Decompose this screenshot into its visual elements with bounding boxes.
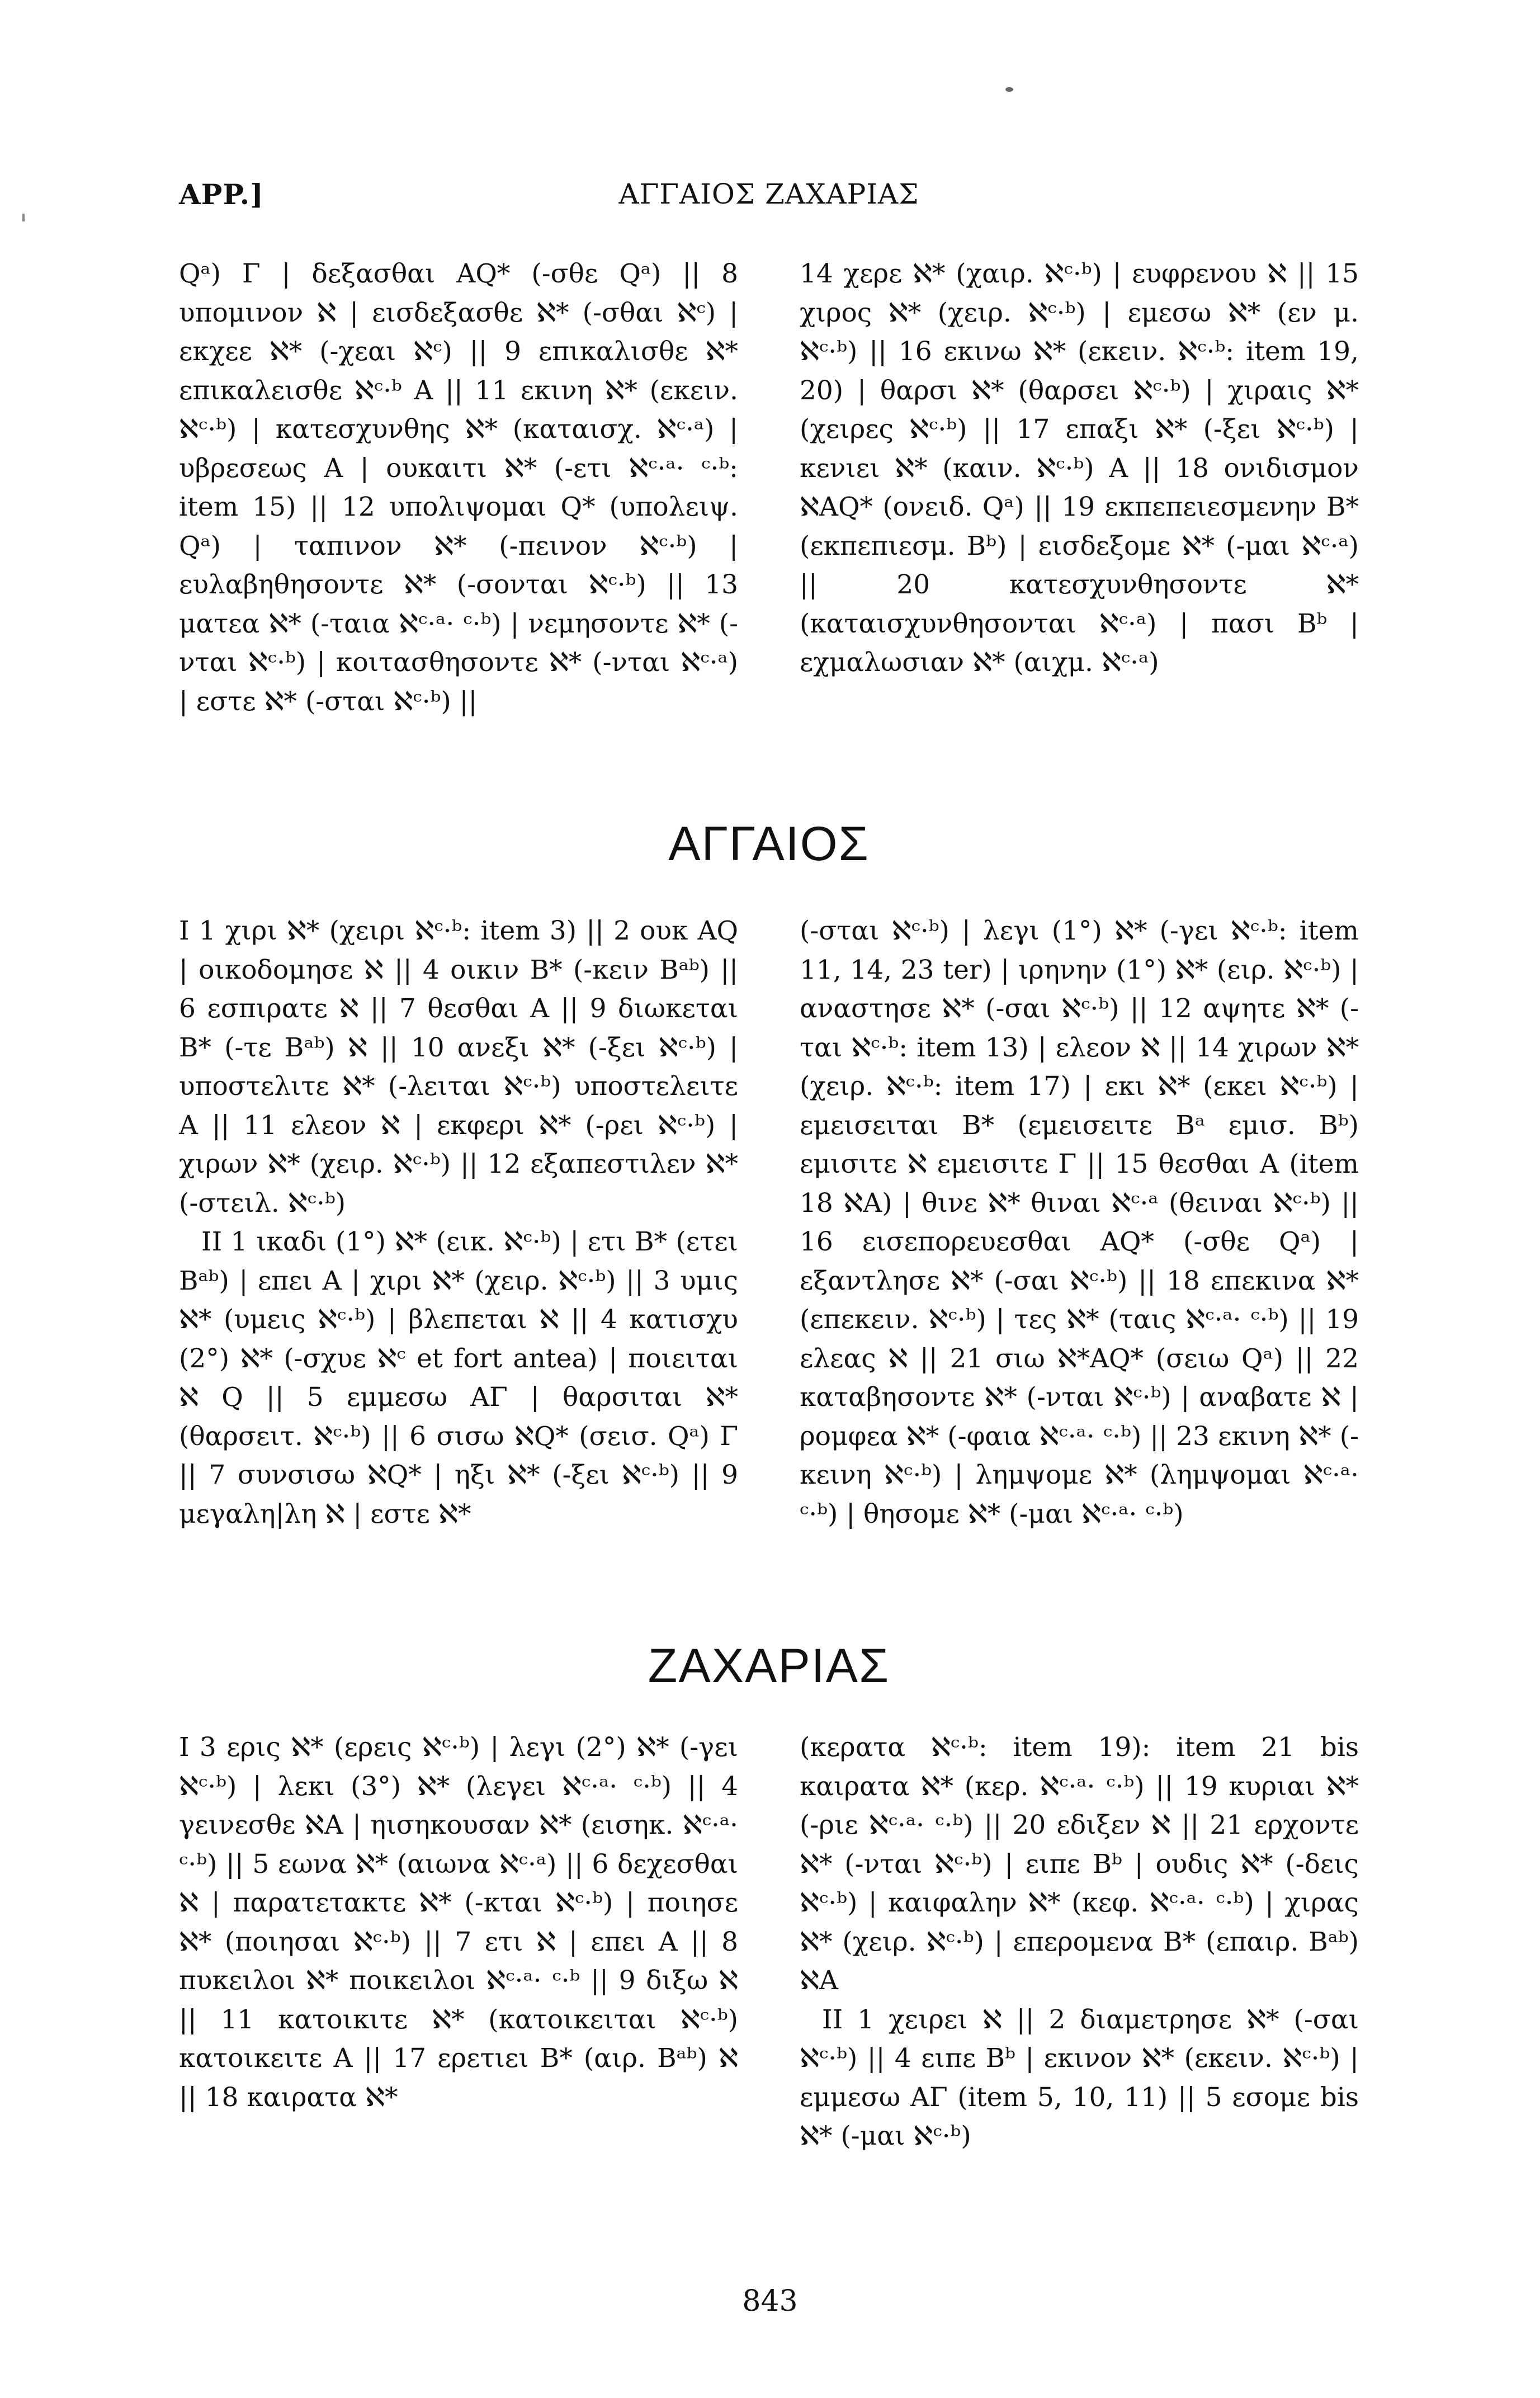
apparatus-chapter-2: II 1 χειρει ℵ || 2 διαμετρησε ℵ* (-σαι ℵᶜ·ᵇ) || 4 ειπε Bᵇ | εκινον ℵ* (εκειν. ℵᶜ·ᵇ) | εμμεσω ΑΓ (item 5, 10, 11) || 5 εσομε bis ℵ* (-μαι ℵᶜ·ᵇ) (800, 2004, 1359, 2151)
section-title-zacharias: ΖΑΧΑΡΙΑΣ (648, 1639, 890, 1693)
top-right-column (800, 254, 1359, 682)
running-head-title: ΑΓΓΑΙΟΣ ΖΑΧΑΡΙΑΣ (618, 178, 919, 210)
aggaios-right-column (800, 912, 1359, 1533)
margin-mark (22, 214, 25, 221)
page-number: 843 (742, 2284, 798, 2318)
zacharias-right-column (800, 1728, 1359, 2156)
ink-speck (1005, 87, 1013, 92)
apparatus-text: (κερατα ℵᶜ·ᵇ: item 19): item 21 bis καιρατα ℵ* (κερ. ℵᶜ·ᵃ· ᶜ·ᵇ) || 19 κυριαι ℵ* (-ριε ℵᶜ·ᵃ· ᶜ·ᵇ) || 20 εδιξεν ℵ || 21 ερχοντε ℵ* (-νται ℵᶜ·ᵇ) | ειπε Bᵇ | ουδις ℵ* (-δεις ℵᶜ·ᵇ) | καιφαλην ℵ* (κεφ. ℵᶜ·ᵃ· ᶜ·ᵇ) | χιρας ℵ* (χειρ. ℵᶜ·ᵇ) | επερομενα B* (επαιρ. Bᵃᵇ) ℵA (800, 1732, 1359, 1996)
aggaios-left-column (179, 912, 738, 1533)
apparatus-text: 14 χερε ℵ* (χαιρ. ℵᶜ·ᵇ) | ευφρενου ℵ || 15 χιρος ℵ* (χειρ. ℵᶜ·ᵇ) | εμεσω ℵ* (εν μ. ℵᶜ·ᵇ) || 16 εκινω ℵ* (εκειν. ℵᶜ·ᵇ: item 19, 20) | θαρσι ℵ* (θαρσει ℵᶜ·ᵇ) | χιραις ℵ* (χειρες ℵᶜ·ᵇ) || 17 επαξι ℵ* (-ξει ℵᶜ·ᵇ) | κενιει ℵ* (καιν. ℵᶜ·ᵇ) A || 18 ονιδισμον ℵAQ* (ονειδ. Qᵃ) || 19 εκπεπειεσμενην B* (εκπεπιεσμ. Bᵇ) | εισδεξομε ℵ* (-μαι ℵᶜ·ᵃ) || 20 κατεσχυνθησοντε ℵ* (καταισχυνθησονται ℵᶜ·ᵃ) | πασι Bᵇ | εχμαλωσιαν ℵ* (αιχμ. ℵᶜ·ᵃ) (800, 258, 1359, 678)
apparatus-text: (-σται ℵᶜ·ᵇ) | λεγι (1°) ℵ* (-γει ℵᶜ·ᵇ: item 11, 14, 23 ter) | ιρηνην (1°) ℵ* (ειρ. ℵᶜ·ᵇ) | αναστησε ℵ* (-σαι ℵᶜ·ᵇ) || 12 αψητε ℵ* (-ται ℵᶜ·ᵇ: item 13) | ελεον ℵ || 14 χιρων ℵ* (χειρ. ℵᶜ·ᵇ: item 17) | εκι ℵ* (εκει ℵᶜ·ᵇ) | εμεισειται B* (εμεισειτε Bᵃ εμισ. Bᵇ) εμισιτε ℵ εμεισιτε Γ || 15 θεσθαι A (item 18 ℵA) | θινε ℵ* θιναι ℵᶜ·ᵃ (θειναι ℵᶜ·ᵇ) || 16 εισεπορευεσθαι AQ* (-σθε Qᵃ) | εξαντλησε ℵ* (-σαι ℵᶜ·ᵇ) || 18 επεκινα ℵ* (επεκειν. ℵᶜ·ᵇ) | τες ℵ* (ταις ℵᶜ·ᵃ· ᶜ·ᵇ) || 19 ελεας ℵ || 21 σιω ℵ*AQ* (σειω Qᵃ) || 22 καταβησοντε ℵ* (-νται ℵᶜ·ᵇ) | αναβατε ℵ | ρομφεα ℵ* (-φαια ℵᶜ·ᵃ· ᶜ·ᵇ) || 23 εκινη ℵ* (-κεινη ℵᶜ·ᵇ) | λημψομε ℵ* (λημψομαι ℵᶜ·ᵃ· ᶜ·ᵇ) | θησομε ℵ* (-μαι ℵᶜ·ᵃ· ᶜ·ᵇ) (800, 915, 1359, 1530)
apparatus-chapter-1: I 3 ερις ℵ* (ερεις ℵᶜ·ᵇ) | λεγι (2°) ℵ* (-γει ℵᶜ·ᵇ) | λεκι (3°) ℵ* (λεγει ℵᶜ·ᵃ· ᶜ·ᵇ) || 4 γεινεσθε ℵA | ηισηκουσαν ℵ* (εισηκ. ℵᶜ·ᵃ· ᶜ·ᵇ) || 5 εωνα ℵ* (αιωνα ℵᶜ·ᵃ) || 6 δεχεσθαι ℵ | παρατετακτε ℵ* (-κται ℵᶜ·ᵇ) | ποιησε ℵ* (ποιησαι ℵᶜ·ᵇ) || 7 ετι ℵ | επει A || 8 πυκειλοι ℵ* ποικειλοι ℵᶜ·ᵃ· ᶜ·ᵇ || 9 διξω ℵ || 11 κατοικιτε ℵ* (κατοικειται ℵᶜ·ᵇ) κατοικειτε A || 17 ερετιει B* (αιρ. Bᵃᵇ) ℵ || 18 καιρατα ℵ* (179, 1732, 738, 2113)
apparatus-chapter-1: I 1 χιρι ℵ* (χειρι ℵᶜ·ᵇ: item 3) || 2 ουκ AQ | οικοδομησε ℵ || 4 οικιν B* (-κειν Bᵃᵇ) || 6 εσπιρατε ℵ || 7 θεσθαι A || 9 διωκεται B* (-τε Bᵃᵇ) ℵ || 10 ανεξι ℵ* (-ξει ℵᶜ·ᵇ) | υποστελιτε ℵ* (-λειται ℵᶜ·ᵇ) υποστελειτε A || 11 ελεον ℵ | εκφερι ℵ* (-ρει ℵᶜ·ᵇ) | χιρων ℵ* (χειρ. ℵᶜ·ᵇ) || 12 εξαπεστιλεν ℵ* (-στειλ. ℵᶜ·ᵇ) (179, 915, 739, 1219)
running-head-left: APP.] (179, 178, 264, 211)
apparatus-chapter-2: II 1 ικαδι (1°) ℵ* (εικ. ℵᶜ·ᵇ) | ετι B* (ετει Bᵃᵇ) | επει A | χιρι ℵ* (χειρ. ℵᶜ·ᵇ) || 3 υμις ℵ* (υμεις ℵᶜ·ᵇ) | βλεπεται ℵ || 4 κατισχυ (2°) ℵ* (-σχυε ℵᶜ et fort antea) | ποιειται ℵ Q || 5 εμμεσω ΑΓ | θαρσιται ℵ* (θαρσειτ. ℵᶜ·ᵇ) || 6 σισω ℵQ* (σεισ. Qᵃ) Γ || 7 συνσισω ℵQ* | ηξι ℵ* (-ξει ℵᶜ·ᵇ) || 9 μεγαλη|λη ℵ | εστε ℵ* (179, 1226, 738, 1530)
zacharias-left-column (179, 1728, 738, 2117)
running-head (179, 178, 1359, 223)
apparatus-text: Qᵃ) Γ | δεξασθαι AQ* (-σθε Qᵃ) || 8 υπομινον ℵ | εισδεξασθε ℵ* (-σθαι ℵᶜ) | εκχεε ℵ* (-χεαι ℵᶜ) || 9 επικαλισθε ℵ* επικαλεισθε ℵᶜ·ᵇ A || 11 εκινη ℵ* (εκειν. ℵᶜ·ᵇ) | κατεσχυνθης ℵ* (καταισχ. ℵᶜ·ᵃ) | υβρεσεως A | ουκαιτι ℵ* (-ετι ℵᶜ·ᵃ· ᶜ·ᵇ: item 15) || 12 υπολιψομαι Q* (υπολειψ. Qᵃ) | ταπινον ℵ* (-πεινον ℵᶜ·ᵇ) | ευλαβηθησοντε ℵ* (-σονται ℵᶜ·ᵇ) || 13 ματεα ℵ* (-ταια ℵᶜ·ᵃ· ᶜ·ᵇ) | νεμησοντε ℵ* (-νται ℵᶜ·ᵇ) | κοιτασθησοντε ℵ* (-νται ℵᶜ·ᵃ) | εστε ℵ* (-σται ℵᶜ·ᵇ) || (179, 258, 738, 717)
section-title-aggaios: ΑΓΓΑΙΟΣ (668, 817, 870, 871)
top-left-column (179, 254, 738, 721)
